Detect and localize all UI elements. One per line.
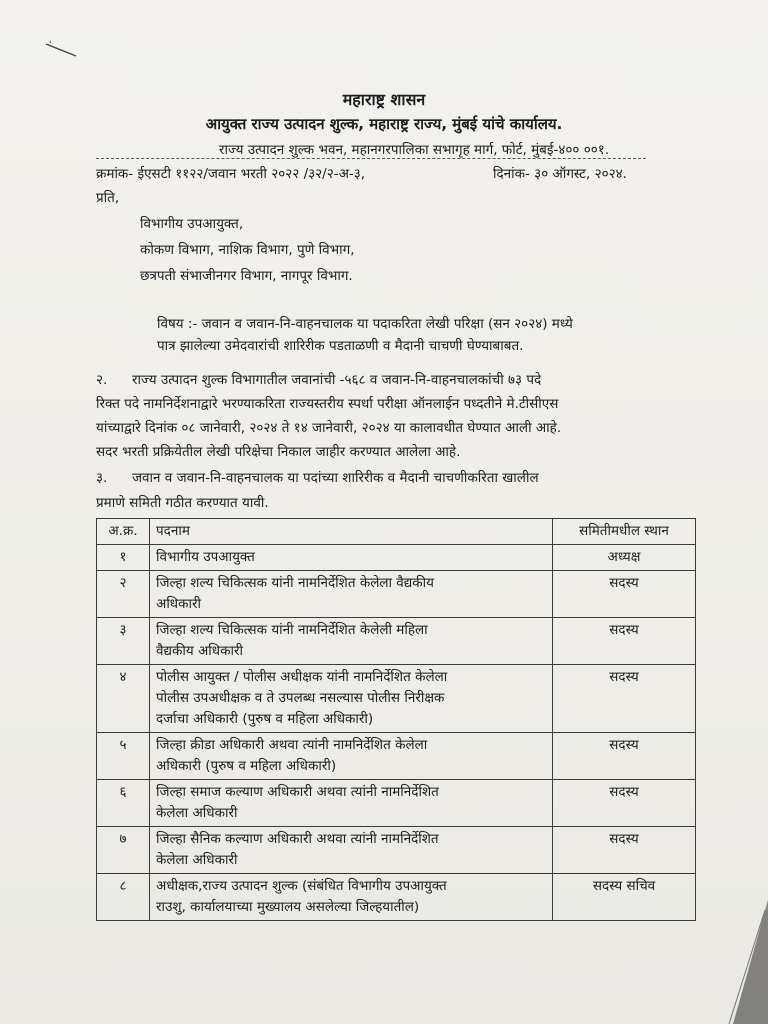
- designation-line: अधिकारी: [156, 596, 201, 612]
- table-header-row: [97, 519, 696, 545]
- designation-line: जिल्हा शल्य चिकित्सक यांनी नामनिर्देशित केलेला वैद्यकीय: [156, 575, 434, 591]
- column-header-designation: पदनाम: [150, 519, 553, 545]
- recipient-line: छत्रपती संभाजीनगर विभाग, नागपूर विभाग.: [140, 268, 353, 284]
- row-serial: ५: [97, 733, 150, 780]
- row-committee-role: सदस्य: [553, 665, 696, 733]
- recipient-line: विभागीय उपआयुक्त,: [140, 216, 244, 232]
- table-row: [97, 618, 696, 665]
- header-office: आयुक्त राज्य उत्पादन शुल्क, महाराष्ट्र राज्य, मुंबई यांचे कार्यालय.: [205, 115, 563, 133]
- table-row: [97, 874, 696, 921]
- designation-line: केलेला अधिकारी: [156, 805, 238, 821]
- row-serial: ४: [97, 665, 150, 733]
- row-committee-role: सदस्य: [553, 571, 696, 618]
- row-designation: [150, 827, 553, 874]
- designation-line: जिल्हा क्रीडा अधिकारी अथवा त्यांनी नामनिर्देशित केलेला: [156, 737, 428, 753]
- header-divider: [96, 158, 646, 159]
- designation-line: अधिकारी (पुरुष व महिला अधिकारी): [156, 758, 337, 774]
- subject-line: पात्र झालेल्या उमेदवारांची शारिरीक पडताळणी व मैदानी चाचणी घेण्याबाबत.: [157, 338, 524, 354]
- header-government: महाराष्ट्र शासन: [342, 90, 426, 109]
- designation-line: राउशु, कार्यालयाच्या मुख्यालय असलेल्या जिल्हयातील): [156, 899, 420, 915]
- row-serial: १: [97, 545, 150, 571]
- paragraph-2-line: सदर भरती प्रक्रियेतील लेखी परिक्षेचा निकाल जाहीर करण्यात आलेला आहे.: [96, 444, 461, 460]
- row-serial: ६: [97, 780, 150, 827]
- paragraph-2-line: [96, 370, 541, 388]
- row-designation: [150, 618, 553, 665]
- row-designation: [150, 545, 553, 571]
- page-edge-shadow: [725, 900, 768, 1024]
- table-row: [97, 665, 696, 733]
- row-serial: २: [97, 571, 150, 618]
- subject-line: विषय :- जवान व जवान-नि-वाहनचालक या पदाकरिता लेखी परिक्षा (सन २०२४) मध्ये: [157, 316, 573, 332]
- paragraph-3-line: प्रमाणे समिती गठीत करण्यात यावी.: [96, 495, 269, 511]
- designation-line: पोलीस उपअधीक्षक व ते उपलब्ध नसल्यास पोलीस निरीक्षक: [156, 690, 445, 706]
- column-header-position: समितीमधील स्थान: [553, 519, 696, 545]
- row-designation: [150, 571, 553, 618]
- table-row: [97, 545, 696, 571]
- paragraph-number: २.: [96, 372, 108, 388]
- designation-line: जिल्हा सैनिक कल्याण अधिकारी अथवा त्यांनी नामनिर्देशित: [156, 831, 439, 847]
- table-body: [97, 545, 696, 921]
- designation-line: विभागीय उपआयुक्त: [156, 549, 255, 565]
- designation-line: पोलीस आयुक्त / पोलीस अधीक्षक यांनी नामनिर्देशित केलेला: [156, 669, 448, 685]
- reference-number: क्रमांक- ईएसटी ११२२/जवान भरती २०२२ /३२/२-अ-३,: [96, 166, 366, 182]
- table-row: [97, 733, 696, 780]
- row-committee-role: सदस्य: [553, 733, 696, 780]
- designation-line: दर्जाचा अधिकारी (पुरुष व महिला अधिकारी): [156, 711, 374, 727]
- row-designation: [150, 780, 553, 827]
- paragraph-2-line: यांच्याद्वारे दिनांक ०८ जानेवारी, २०२४ ते १४ जानेवारी, २०२४ या कालावधीत घेण्यात आली आहे.: [96, 420, 562, 436]
- table-row: [97, 827, 696, 874]
- row-committee-role: सदस्य: [553, 780, 696, 827]
- row-serial: ८: [97, 874, 150, 921]
- paragraph-2-line: रिक्त पदे नामनिर्देशनाद्वारे भरण्याकरिता राज्यस्तरीय स्पर्धा परीक्षा ऑनलाईन पध्दतीने मे.टीसीएस: [96, 396, 559, 412]
- row-designation: [150, 874, 553, 921]
- row-designation: [150, 665, 553, 733]
- table-row: [97, 780, 696, 827]
- row-committee-role: अध्यक्ष: [553, 545, 696, 571]
- table-row: [97, 571, 696, 618]
- row-serial: ३: [97, 618, 150, 665]
- row-committee-role: सदस्य सचिव: [553, 874, 696, 921]
- recipient-line: कोकण विभाग, नाशिक विभाग, पुणे विभाग,: [140, 242, 355, 258]
- letter-date: दिनांक- ३० ऑगस्ट, २०२४.: [493, 166, 627, 182]
- designation-line: जिल्हा शल्य चिकित्सक यांनी नामनिर्देशित केलेली महिला: [156, 622, 428, 638]
- row-committee-role: सदस्य: [553, 618, 696, 665]
- designation-line: केलेला अधिकारी: [156, 852, 238, 868]
- designation-line: जिल्हा समाज कल्याण अधिकारी अथवा त्यांनी नामनिर्देशित: [156, 784, 439, 800]
- row-committee-role: सदस्य: [553, 827, 696, 874]
- column-header-serial: अ.क्र.: [97, 519, 150, 545]
- committee-table: [96, 518, 696, 921]
- paragraph-3-line: [96, 468, 539, 486]
- pen-mark-scribble: [44, 40, 78, 60]
- designation-line: वैद्यकीय अधिकारी: [156, 643, 243, 659]
- row-serial: ७: [97, 827, 150, 874]
- row-designation: [150, 733, 553, 780]
- paragraph-number: ३.: [96, 470, 108, 486]
- designation-line: अधीक्षक,राज्य उत्पादन शुल्क (संबंधित विभागीय उपआयुक्त: [156, 878, 447, 894]
- recipient-label: प्रति,: [96, 190, 120, 206]
- paragraph-text: जवान व जवान-नि-वाहनचालक या पदांच्या शारिरीक व मैदानी चाचणीकरिता खालील: [132, 470, 539, 486]
- paragraph-text: राज्य उत्पादन शुल्क विभागातील जवानांची -५६८ व जवान-नि-वाहनचालकांची ७३ पदे: [132, 372, 542, 388]
- header-address: राज्य उत्पादन शुल्क भवन, महानगरपालिका सभागृह मार्ग, फोर्ट, मुंबई-४०० ००१.: [218, 142, 610, 158]
